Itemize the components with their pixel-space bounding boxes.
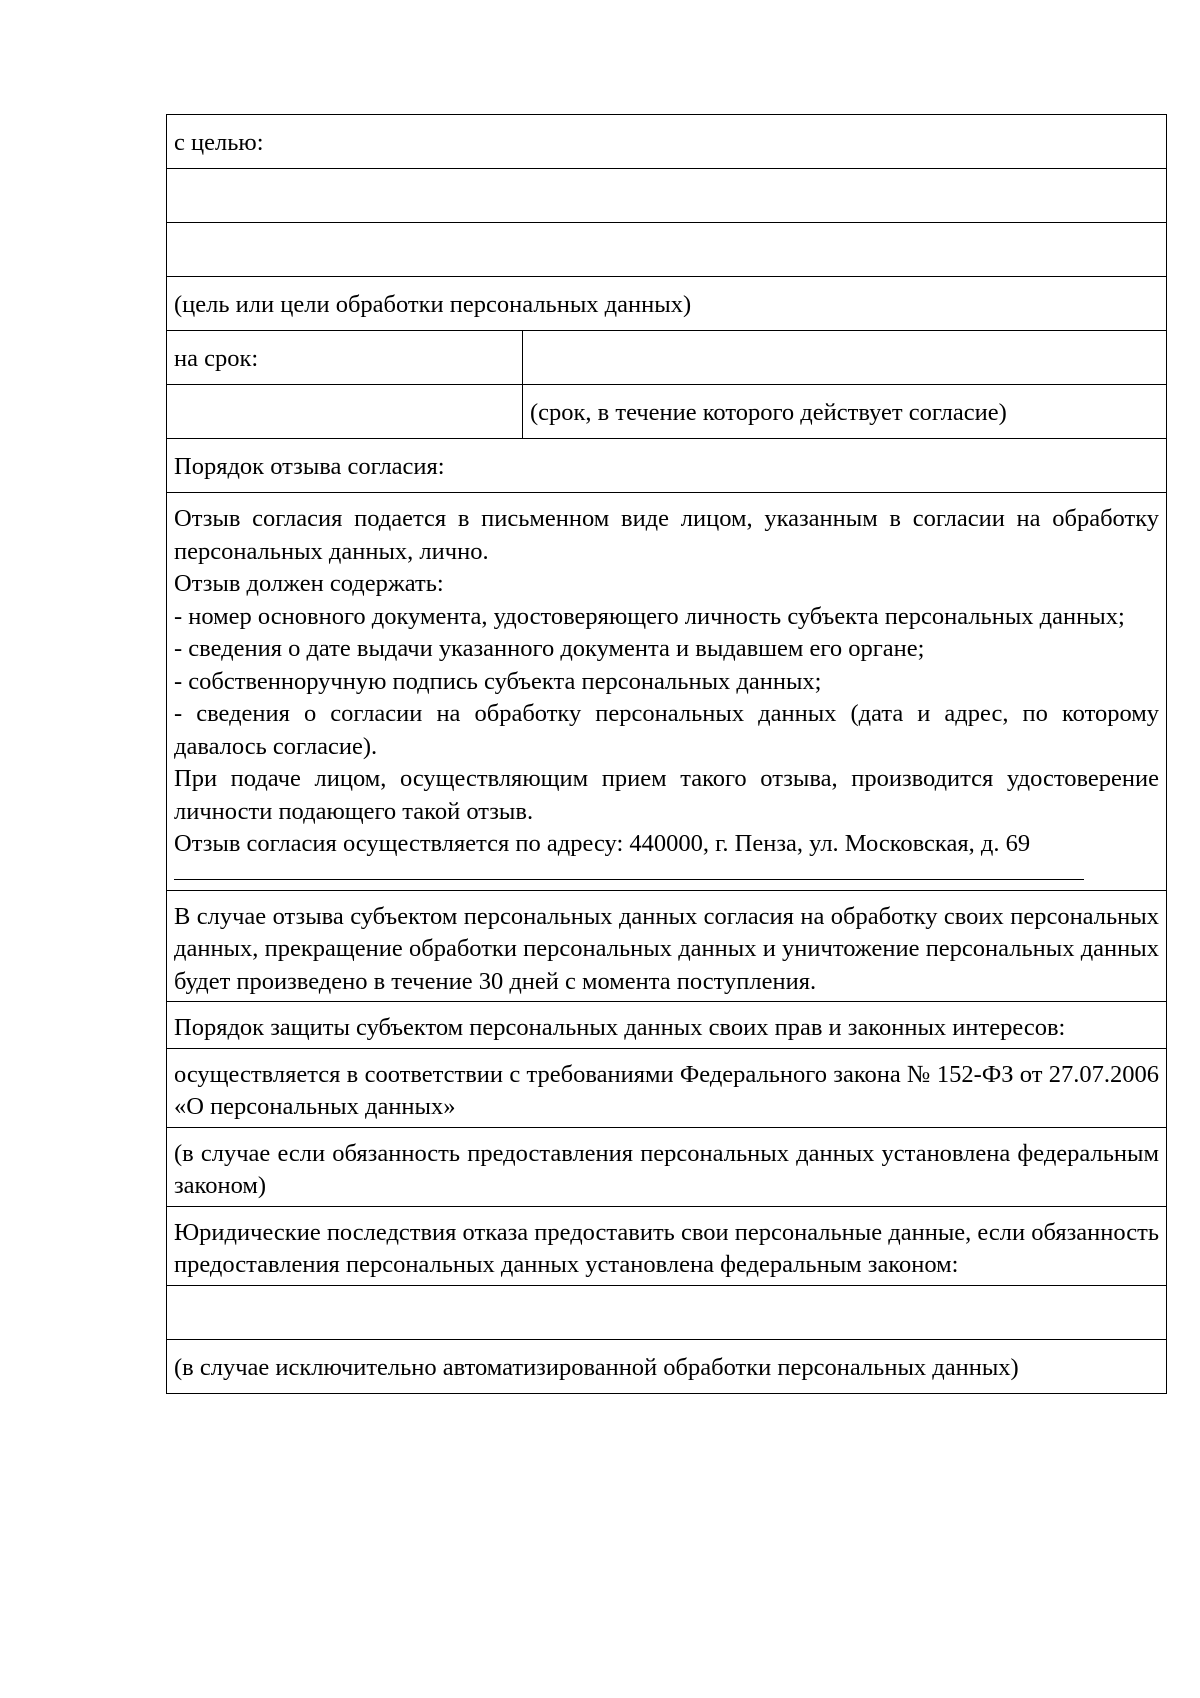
withdrawal-paragraph: При подаче лицом, осуществляющим прием такого отзыва, производится удостоверение личности подающего такой отзыв.: [174, 765, 1159, 825]
purpose-field-2[interactable]: [167, 223, 1167, 277]
withdrawal-paragraph: - собственноручную подпись субъекта персональных данных;: [174, 667, 822, 695]
withdrawal-paragraph: - сведения о согласии на обработку персональных данных (дата и адрес, по которому давалось согласие).: [174, 700, 1159, 760]
term-blank-cell: [167, 385, 523, 439]
protection-heading: Порядок защиты субъектом персональных данных своих прав и законных интересов:: [167, 1002, 1167, 1049]
withdrawal-consequence: В случае отзыва субъектом персональных данных согласия на обработку своих персональных данных, прекращение обработки персональных данных и уничтожение персональных данных будет произведено в течение 30 дней с момента поступления.: [167, 890, 1167, 1002]
consent-form-table: [166, 114, 1167, 1394]
purpose-field-1[interactable]: [167, 169, 1167, 223]
purpose-label: с целью:: [167, 115, 1167, 169]
refusal-heading: Юридические последствия отказа предоставить свои персональные данные, если обязанность предоставления персональных данных установлена федеральным законом:: [167, 1206, 1167, 1285]
withdrawal-paragraph: Отзыв должен содержать:: [174, 570, 444, 597]
withdrawal-paragraph: Отзыв согласия осуществляется по адресу: 440000, г. Пенза, ул. Московская, д. 69: [174, 830, 1031, 857]
withdrawal-paragraph: - номер основного документа, удостоверяющего личность субъекта персональных данных;: [174, 602, 1125, 630]
withdrawal-procedure: [167, 493, 1167, 891]
refusal-field[interactable]: [167, 1285, 1167, 1339]
term-caption: (срок, в течение которого действует согласие): [523, 385, 1167, 439]
term-field[interactable]: [523, 331, 1167, 385]
protection-text: осуществляется в соответствии с требованиями Федерального закона № 152-ФЗ от 27.07.2006 «О персональных данных»: [167, 1048, 1167, 1127]
withdrawal-heading: Порядок отзыва согласия:: [167, 439, 1167, 493]
mandatory-caption: (в случае если обязанность предоставления персональных данных установлена федеральным законом): [167, 1127, 1167, 1206]
withdrawal-paragraph: - сведения о дате выдачи указанного документа и выдавшем его органе;: [174, 635, 925, 662]
withdrawal-paragraph: Отзыв согласия подается в письменном виде лицом, указанным в согласии на обработку персональных данных, лично.: [174, 505, 1159, 565]
automated-caption: (в случае исключительно автоматизированной обработки персональных данных): [167, 1339, 1167, 1393]
term-label: на срок:: [167, 331, 523, 385]
purpose-caption: (цель или цели обработки персональных данных): [167, 277, 1167, 331]
signature-line[interactable]: [174, 869, 1084, 880]
